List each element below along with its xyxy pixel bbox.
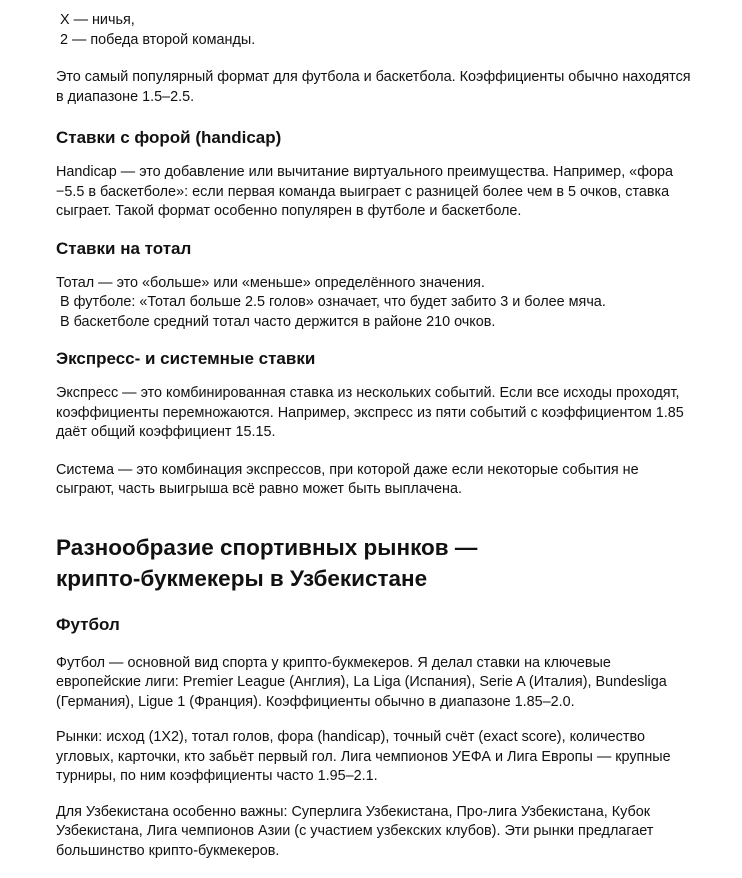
paragraph-football-intro: Футбол — основной вид спорта у крипто-букмекеров. Я делал ставки на ключевые европейские лиги: Premier League (Англия), La Liga (Испания), Serie A (Италия), Bundesliga (Германия), Ligue 1 (Франция). Коэффициенты обычно в диапазоне 1.85–2.0. <box>56 654 667 710</box>
heading-handicap: Ставки с форой (handicap) <box>56 128 282 147</box>
list-item-away-win: 2 — победа второй команды. <box>60 31 256 48</box>
total-football-example: В футболе: «Тотал больше 2.5 голов» означает, что будет забито 3 и более мяча. <box>60 294 606 310</box>
total-definition: Тотал — это «больше» или «меньше» определённого значения. <box>56 274 485 291</box>
paragraph-handicap: Handicap — это добавление или вычитание виртуального преимущества. Например, «фора −5.5 в баскетболе»: если первая команда выиграет с разницей более чем в 5 очков, ставка сыграет. Такой формат особенно популярен в футболе и баскетболе. <box>56 164 674 219</box>
heading-sports-markets-line2: крипто-букмекеры в Узбекистане <box>56 565 428 591</box>
outcome-list <box>56 11 696 50</box>
heading-sports-markets-line1: Разнообразие спортивных рынков — <box>56 534 478 560</box>
total-basketball-example: В баскетболе средний тотал часто держится в районе 210 очков. <box>60 313 496 330</box>
paragraph-system: Система — это комбинация экспрессов, при которой даже если некоторые события не сыграют, часть выигрыша всё равно может быть выплачена. <box>56 461 639 497</box>
list-item-draw: X — ничья, <box>60 12 135 28</box>
document-body <box>56 11 696 861</box>
heading-sports-markets <box>56 532 696 594</box>
paragraph-express: Экспресс — это комбинированная ставка из нескольких событий. Если все исходы проходят, коэффициенты перемножаются. Например, экспресс из пяти событий с коэффициентом 1.85 даёт общий коэффициент 15.15. <box>56 385 684 440</box>
paragraph-uzbekistan-leagues: Для Узбекистана особенно важны: Суперлига Узбекистана, Про-лига Узбекистана, Кубок Узбекистана, Лига чемпионов Азии (с участием узбекских клубов). Эти рынки предлагает большинство крипто-букмекеров. <box>56 803 654 859</box>
paragraph-total <box>56 274 696 333</box>
heading-total: Ставки на тотал <box>56 238 192 258</box>
paragraph-popular-format: Это самый популярный формат для футбола и баскетбола. Коэффициенты обычно находятся в диапазоне 1.5–2.5. <box>56 69 691 105</box>
heading-express: Экспресс- и системные ставки <box>56 349 316 368</box>
paragraph-football-markets: Рынки: исход (1X2), тотал голов, фора (handicap), точный счёт (exact score), количество угловых, карточки, кто забьёт первый гол. Лига чемпионов УЕФА и Лига Европы — крупные турниры, по ним коэффициенты часто 1.95–2.1. <box>56 729 671 784</box>
heading-football: Футбол <box>56 614 120 634</box>
